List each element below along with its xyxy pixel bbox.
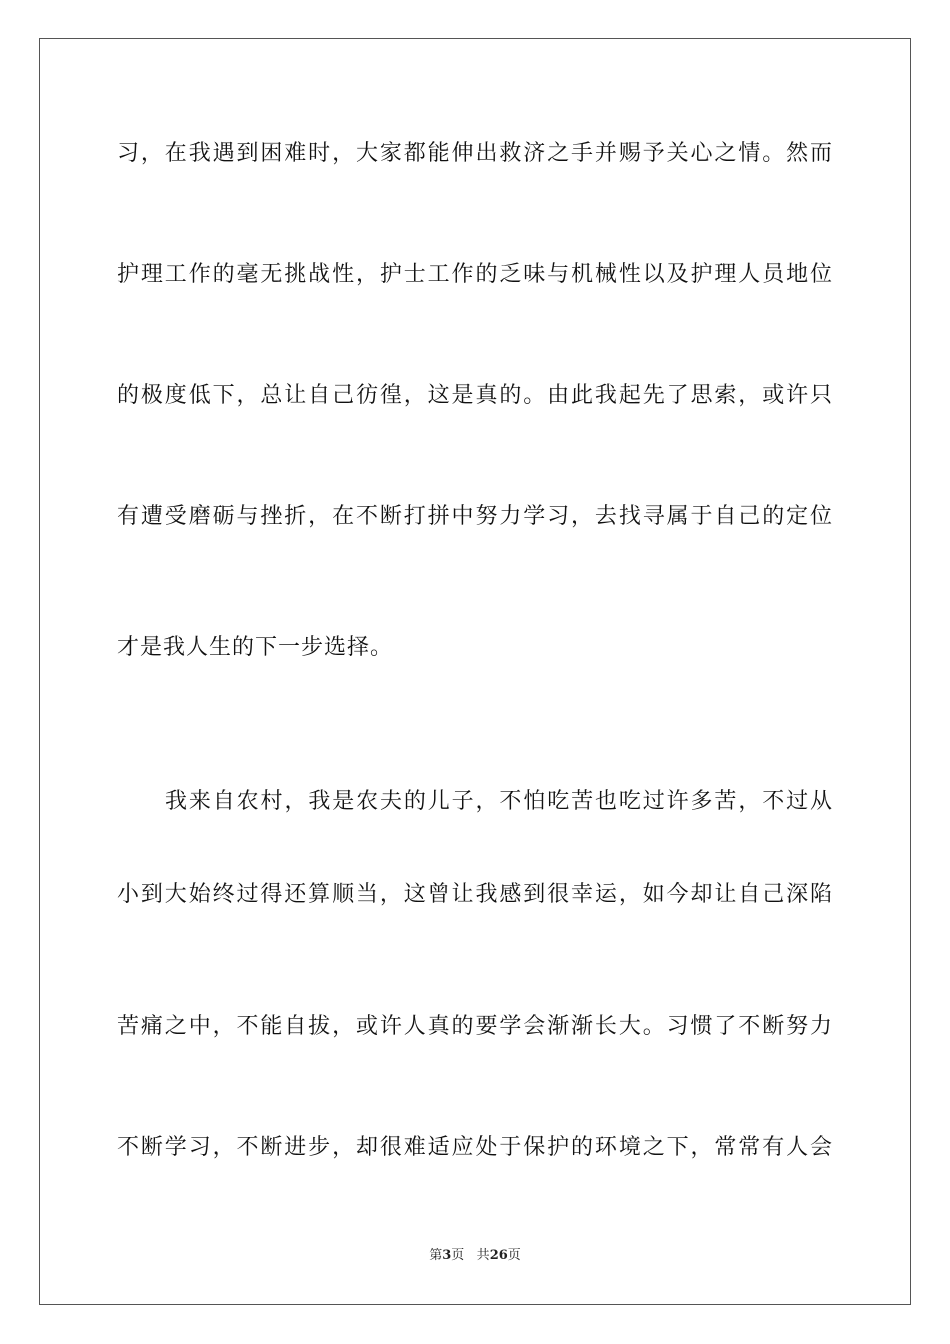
text-line-6: 我来自农村，我是农夫的儿子，不怕吃苦也吃过许多苦，不过从 — [165, 789, 833, 814]
text-line-8: 苦痛之中，不能自拔，或许人真的要学会渐渐长大。习惯了不断努力 — [117, 1014, 833, 1039]
text-line-9: 不断学习，不断进步，却很难适应处于保护的环境之下，常常有人会 — [117, 1135, 833, 1160]
footer-page-prefix: 第 — [429, 1248, 443, 1263]
footer-page-number: 3 — [442, 1248, 452, 1263]
footer-page-suffix: 页 — [451, 1248, 465, 1263]
text-line-1: 习，在我遇到困难时，大家都能伸出救济之手并赐予关心之情。然而 — [117, 141, 833, 166]
page-footer — [0, 1247, 950, 1265]
text-line-3: 的极度低下，总让自己彷徨，这是真的。由此我起先了思索，或许只 — [117, 383, 833, 408]
footer-total-suffix: 页 — [507, 1248, 521, 1263]
footer-total-prefix: 共 — [476, 1248, 490, 1263]
page-frame — [39, 38, 911, 1305]
text-line-7: 小到大始终过得还算顺当，这曾让我感到很幸运，如今却让自己深陷 — [117, 882, 833, 907]
footer-total-pages: 26 — [489, 1248, 508, 1263]
text-line-2: 护理工作的毫无挑战性，护士工作的乏味与机械性以及护理人员地位 — [117, 262, 833, 287]
text-line-4: 有遭受磨砺与挫折，在不断打拼中努力学习，去找寻属于自己的定位 — [117, 504, 833, 529]
text-line-5: 才是我人生的下一步选择。 — [117, 635, 394, 660]
